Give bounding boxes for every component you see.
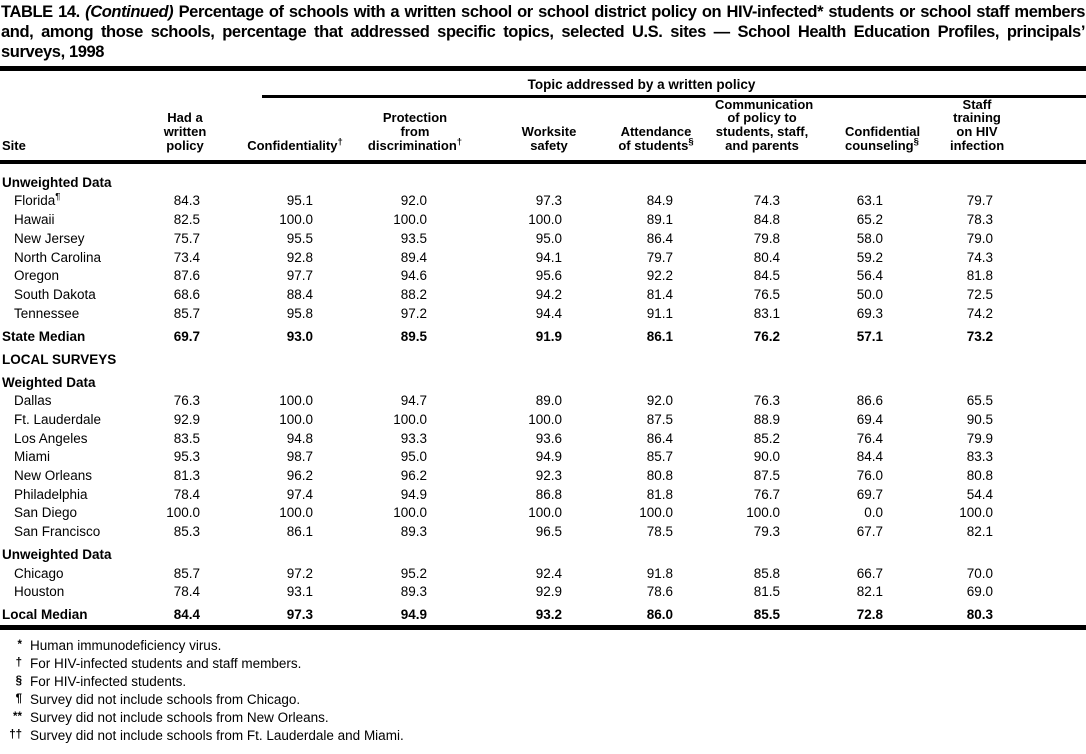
site-cell: Unweighted Data	[2, 547, 112, 563]
value-cell: 82.5	[173, 212, 200, 228]
site-cell: Florida¶	[14, 191, 61, 209]
value-cell: 86.1	[286, 524, 313, 540]
value-cell: 93.1	[286, 584, 313, 600]
value-cell: 72.8	[856, 607, 883, 623]
value-cell: 100.0	[639, 505, 673, 521]
value-cell: 94.1	[535, 249, 562, 265]
column-header-worksite-safety: Worksite safety	[475, 98, 597, 162]
site-cell: Chicago	[14, 565, 64, 581]
site-cell: LOCAL SURVEYS	[2, 351, 117, 367]
value-cell: 80.3	[966, 607, 993, 623]
footnote-text: Survey did not include schools from Chicago.	[30, 692, 301, 708]
value-cell: 89.1	[646, 212, 673, 228]
value-cell: 79.7	[646, 249, 673, 265]
value-cell: 96.2	[286, 468, 313, 484]
table-row	[0, 584, 1086, 603]
value-cell: 100.0	[279, 505, 313, 521]
value-cell: 54.4	[966, 486, 993, 502]
value-cell: 100.0	[166, 505, 200, 521]
value-cell: 72.5	[966, 286, 993, 302]
table-row	[0, 565, 1086, 584]
value-cell: 76.0	[856, 468, 883, 484]
table-row	[0, 523, 1086, 542]
site-cell: Philadelphia	[14, 486, 88, 502]
value-cell: 90.0	[753, 449, 780, 465]
table-row	[0, 230, 1086, 249]
site-cell: Unweighted Data	[2, 174, 112, 190]
value-cell: 89.4	[400, 249, 427, 265]
value-cell: 83.5	[173, 430, 200, 446]
column-header-protection-from-discrimination: Protection from discrimination†	[355, 98, 475, 162]
column-header-attendance-of-students: Attendance of students§	[597, 98, 715, 162]
column-header-confidential-counseling: Confidential counseling§	[845, 98, 950, 162]
table-row	[0, 411, 1086, 430]
value-cell: 93.3	[400, 430, 427, 446]
column-header-had-written-policy: Had a written policy	[150, 98, 235, 162]
value-cell: 81.8	[646, 486, 673, 502]
column-header-site: Site	[0, 98, 150, 162]
value-cell: 69.7	[173, 328, 200, 344]
value-cell: 84.4	[173, 607, 200, 623]
value-cell: 78.6	[646, 584, 673, 600]
table-row	[0, 249, 1086, 268]
value-cell: 89.3	[400, 524, 427, 540]
site-cell: State Median	[2, 328, 86, 344]
value-cell: 81.3	[173, 468, 200, 484]
value-cell: 76.4	[856, 430, 883, 446]
title-divider	[0, 66, 1086, 71]
footnote-text: For HIV-infected students and staff members.	[30, 656, 302, 672]
value-cell: 74.2	[966, 305, 993, 321]
value-cell: 100.0	[393, 505, 427, 521]
value-cell: 100.0	[393, 212, 427, 228]
table-row	[0, 268, 1086, 287]
value-cell: 65.2	[856, 212, 883, 228]
value-cell: 88.9	[753, 411, 780, 427]
footnote-text: Survey did not include schools from Ft. Lauderdale and Miami.	[30, 728, 404, 744]
value-cell: 87.6	[173, 268, 200, 284]
value-cell: 80.8	[966, 468, 993, 484]
value-cell: 69.7	[856, 486, 883, 502]
value-cell: 94.8	[286, 430, 313, 446]
footnote-text: Survey did not include schools from New Orleans.	[30, 710, 329, 726]
value-cell: 92.9	[535, 584, 562, 600]
value-cell: 100.0	[959, 505, 993, 521]
footnote-text: For HIV-infected students.	[30, 674, 187, 690]
value-cell: 78.5	[646, 524, 673, 540]
footnote-line	[0, 709, 1086, 727]
value-cell: 100.0	[528, 411, 562, 427]
value-cell: 84.9	[646, 193, 673, 209]
site-cell: Tennessee	[14, 305, 80, 321]
value-cell: 97.2	[286, 565, 313, 581]
value-cell: 97.3	[535, 193, 562, 209]
value-cell: 83.1	[753, 305, 780, 321]
value-cell: 83.3	[966, 449, 993, 465]
median-row	[0, 324, 1086, 347]
value-cell: 85.7	[173, 305, 200, 321]
value-cell: 95.0	[535, 230, 562, 246]
value-cell: 94.6	[400, 268, 427, 284]
value-cell: 80.4	[753, 249, 780, 265]
value-cell: 86.4	[646, 430, 673, 446]
table-row	[0, 193, 1086, 212]
footnote-line	[0, 673, 1086, 691]
site-cell: Houston	[14, 584, 65, 600]
value-cell: 94.7	[400, 393, 427, 409]
value-cell: 95.3	[173, 449, 200, 465]
footnote-line	[0, 655, 1086, 673]
spanner-row	[0, 72, 1086, 98]
value-cell: 79.9	[966, 430, 993, 446]
value-cell: 85.5	[753, 607, 780, 623]
title-continued: (Continued)	[85, 3, 174, 21]
value-cell: 73.4	[173, 249, 200, 265]
table-row	[0, 305, 1086, 324]
value-cell: 97.2	[400, 305, 427, 321]
site-cell: Hawaii	[14, 212, 55, 228]
value-cell: 84.3	[173, 193, 200, 209]
site-cell: Ft. Lauderdale	[14, 411, 102, 427]
value-cell: 82.1	[856, 584, 883, 600]
value-cell: 67.7	[856, 524, 883, 540]
value-cell: 89.3	[400, 584, 427, 600]
value-cell: 81.5	[753, 584, 780, 600]
value-cell: 79.8	[753, 230, 780, 246]
footnote-symbol: *	[17, 639, 22, 652]
footnotes	[0, 637, 1086, 745]
value-cell: 73.2	[966, 328, 993, 344]
site-cell: San Diego	[14, 505, 78, 521]
page-title	[0, 0, 1086, 66]
spanner-header-cell	[235, 72, 1086, 98]
value-cell: 87.5	[646, 411, 673, 427]
value-cell: 92.9	[173, 411, 200, 427]
value-cell: 89.0	[535, 393, 562, 409]
value-cell: 84.4	[856, 449, 883, 465]
value-cell: 76.3	[753, 393, 780, 409]
value-cell: 95.2	[400, 565, 427, 581]
column-header-staff-training: Staff training on HIV infection	[950, 98, 1086, 162]
title-text: Percentage of schools with a written school or school district policy on HIV-infected* students or school staff members and, among those schools, percentage that addressed specific topics, selected U.S. sites — School Health Education Profiles, principals’ surveys, 1998	[1, 3, 1085, 62]
value-cell: 65.5	[966, 393, 993, 409]
column-header-row	[0, 98, 1086, 162]
table-row	[0, 449, 1086, 468]
value-cell: 96.2	[400, 468, 427, 484]
value-cell: 93.6	[535, 430, 562, 446]
value-cell: 94.9	[400, 607, 427, 623]
value-cell: 93.5	[400, 230, 427, 246]
footnote-line	[0, 637, 1086, 655]
footnote-symbol: §	[15, 675, 22, 688]
value-cell: 95.1	[286, 193, 313, 209]
section-row	[0, 370, 1086, 393]
value-cell: 69.0	[966, 584, 993, 600]
value-cell: 100.0	[528, 212, 562, 228]
value-cell: 56.4	[856, 268, 883, 284]
value-cell: 57.1	[856, 328, 883, 344]
value-cell: 85.2	[753, 430, 780, 446]
value-cell: 93.2	[535, 607, 562, 623]
value-cell: 76.2	[753, 328, 780, 344]
footnote-line	[0, 691, 1086, 709]
value-cell: 63.1	[856, 193, 883, 209]
value-cell: 100.0	[279, 393, 313, 409]
value-cell: 92.4	[535, 565, 562, 581]
value-cell: 97.4	[286, 486, 313, 502]
value-cell: 86.4	[646, 230, 673, 246]
value-cell: 92.0	[646, 393, 673, 409]
value-cell: 88.2	[400, 286, 427, 302]
value-cell: 86.8	[535, 486, 562, 502]
value-cell: 59.2	[856, 249, 883, 265]
value-cell: 94.9	[535, 449, 562, 465]
value-cell: 92.8	[286, 249, 313, 265]
value-cell: 74.3	[753, 193, 780, 209]
value-cell: 69.3	[856, 305, 883, 321]
table-row	[0, 505, 1086, 524]
value-cell: 86.6	[856, 393, 883, 409]
value-cell: 68.6	[173, 286, 200, 302]
median-row	[0, 602, 1086, 625]
site-cell: Los Angeles	[14, 430, 88, 446]
value-cell: 79.7	[966, 193, 993, 209]
value-cell: 86.0	[646, 607, 673, 623]
value-cell: 70.0	[966, 565, 993, 581]
value-cell: 76.5	[753, 286, 780, 302]
section-row	[0, 162, 1086, 193]
site-cell: New Jersey	[14, 230, 85, 246]
value-cell: 81.8	[966, 268, 993, 284]
value-cell: 69.4	[856, 411, 883, 427]
site-cell: New Orleans	[14, 468, 93, 484]
table-bottom-divider	[0, 625, 1086, 630]
value-cell: 100.0	[279, 212, 313, 228]
value-cell: 92.2	[646, 268, 673, 284]
value-cell: 84.5	[753, 268, 780, 284]
section-row	[0, 347, 1086, 370]
value-cell: 95.6	[535, 268, 562, 284]
value-cell: 91.8	[646, 565, 673, 581]
value-cell: 85.7	[173, 565, 200, 581]
table-row	[0, 430, 1086, 449]
footnote-line	[0, 727, 1086, 745]
value-cell: 74.3	[966, 249, 993, 265]
table-row	[0, 393, 1086, 412]
value-cell: 98.7	[286, 449, 313, 465]
value-cell: 50.0	[856, 286, 883, 302]
value-cell: 94.4	[535, 305, 562, 321]
column-header-communication-of-policy: Communication of policy to students, staff, and parents	[715, 98, 845, 162]
value-cell: 86.1	[646, 328, 673, 344]
site-cell: Local Median	[2, 607, 88, 623]
table-row	[0, 211, 1086, 230]
footnote-symbol: †	[15, 657, 22, 670]
value-cell: 95.0	[400, 449, 427, 465]
value-cell: 85.7	[646, 449, 673, 465]
empty-cell	[150, 162, 1086, 193]
table-number: TABLE 14.	[1, 3, 80, 21]
value-cell: 76.7	[753, 486, 780, 502]
value-cell: 81.4	[646, 286, 673, 302]
footnote-symbol: ¶	[15, 693, 22, 706]
value-cell: 97.3	[286, 607, 313, 623]
section-row	[0, 542, 1086, 565]
value-cell: 85.3	[173, 524, 200, 540]
footnote-text: Human immunodeficiency virus.	[30, 638, 222, 654]
table-row	[0, 286, 1086, 305]
value-cell: 91.9	[535, 328, 562, 344]
value-cell: 96.5	[535, 524, 562, 540]
value-cell: 80.8	[646, 468, 673, 484]
column-header-confidentiality: Confidentiality†	[235, 98, 355, 162]
value-cell: 85.8	[753, 565, 780, 581]
value-cell: 87.5	[753, 468, 780, 484]
value-cell: 100.0	[528, 505, 562, 521]
value-cell: 58.0	[856, 230, 883, 246]
spanner-header: Topic addressed by a written policy	[262, 72, 1086, 98]
value-cell: 92.0	[400, 193, 427, 209]
value-cell: 100.0	[279, 411, 313, 427]
value-cell: 78.3	[966, 212, 993, 228]
value-cell: 100.0	[393, 411, 427, 427]
footnote-symbol: ††	[9, 729, 22, 742]
value-cell: 90.5	[966, 411, 993, 427]
value-cell: 79.3	[753, 524, 780, 540]
site-cell: Weighted Data	[2, 374, 96, 390]
site-cell: North Carolina	[14, 249, 102, 265]
site-cell: Miami	[14, 449, 50, 465]
site-cell: South Dakota	[14, 286, 96, 302]
value-cell: 91.1	[646, 305, 673, 321]
value-cell: 92.3	[535, 468, 562, 484]
table-row	[0, 486, 1086, 505]
table-row	[0, 467, 1086, 486]
site-cell: Dallas	[14, 393, 52, 409]
value-cell: 95.5	[286, 230, 313, 246]
site-cell: San Francisco	[14, 524, 101, 540]
value-cell: 94.9	[400, 486, 427, 502]
empty-cell	[150, 370, 1086, 393]
footnote-symbol: **	[13, 711, 22, 724]
value-cell: 94.2	[535, 286, 562, 302]
value-cell: 79.0	[966, 230, 993, 246]
spanner-spacer	[0, 72, 235, 98]
value-cell: 97.7	[286, 268, 313, 284]
empty-cell	[150, 347, 1086, 370]
value-cell: 78.4	[173, 486, 200, 502]
value-cell: 84.8	[753, 212, 780, 228]
value-cell: 82.1	[966, 524, 993, 540]
policy-table	[0, 72, 1086, 626]
site-cell: Oregon	[14, 268, 60, 284]
value-cell: 89.5	[400, 328, 427, 344]
value-cell: 95.8	[286, 305, 313, 321]
value-cell: 76.3	[173, 393, 200, 409]
value-cell: 100.0	[746, 505, 780, 521]
empty-cell	[150, 542, 1086, 565]
value-cell: 75.7	[173, 230, 200, 246]
value-cell: 0.0	[864, 505, 883, 521]
table-body	[0, 162, 1086, 626]
value-cell: 93.0	[286, 328, 313, 344]
value-cell: 78.4	[173, 584, 200, 600]
value-cell: 88.4	[286, 286, 313, 302]
value-cell: 66.7	[856, 565, 883, 581]
